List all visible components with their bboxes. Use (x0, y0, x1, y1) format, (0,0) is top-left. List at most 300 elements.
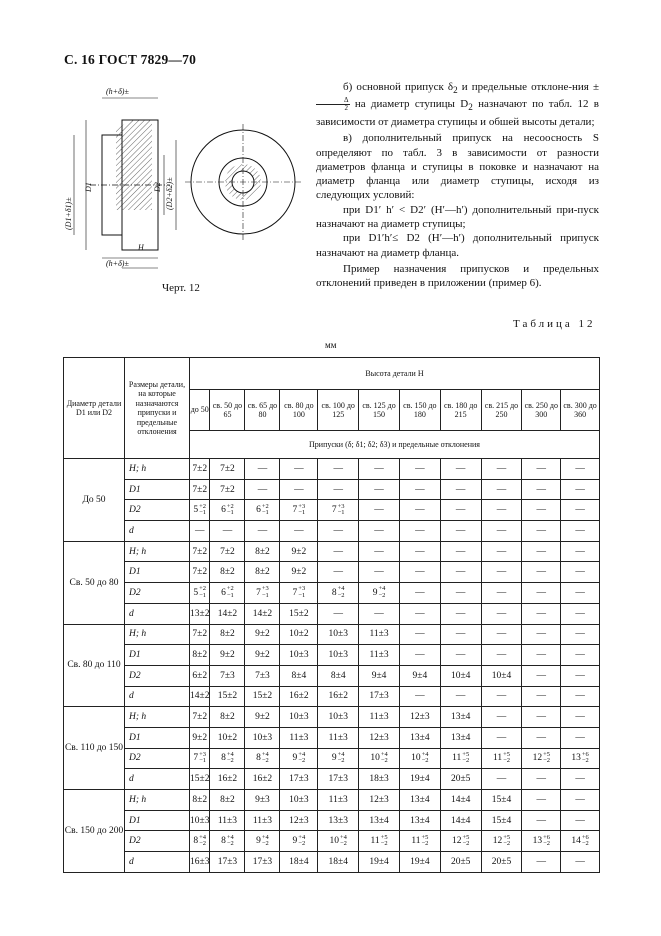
value-cell: — (440, 645, 481, 666)
value-cell: — (359, 521, 400, 542)
value-cell: 9±2 (245, 624, 280, 645)
value-cell: — (399, 624, 440, 645)
value-cell: — (522, 500, 561, 521)
value-cell: — (440, 479, 481, 500)
table-row (64, 479, 600, 500)
value-cell: 11±3 (359, 645, 400, 666)
value-cell: 8±4 (318, 665, 359, 686)
value-cell: — (522, 562, 561, 583)
page-header: С. 16 ГОСТ 7829—70 (64, 52, 197, 67)
value-cell: — (561, 624, 600, 645)
table-row (64, 603, 600, 624)
table-row (64, 686, 600, 707)
dim-right-inner-label: D2 (153, 182, 162, 192)
value-cell: — (440, 603, 481, 624)
height-range-5: св. 125 до 150 (359, 390, 400, 431)
value-cell: 11±3 (210, 810, 245, 831)
table-row (64, 665, 600, 686)
value-cell: 14±2 (210, 603, 245, 624)
value-cell: 10±3 (280, 645, 318, 666)
value-cell: 16±2 (245, 769, 280, 790)
height-range-0: до 50 (190, 390, 210, 431)
value-cell: 16±3 (190, 852, 210, 873)
value-cell: 10±2 (210, 727, 245, 748)
value-cell: 15±4 (481, 810, 522, 831)
table-row (64, 769, 600, 790)
value-cell: — (399, 541, 440, 562)
value-cell: — (481, 707, 522, 728)
value-cell: — (399, 645, 440, 666)
value-cell: — (561, 727, 600, 748)
value-cell: 9 +4 −2 (359, 583, 400, 604)
value-cell: 9±2 (210, 645, 245, 666)
value-cell: 9 +4 −2 (245, 831, 280, 852)
value-cell: 7±2 (190, 479, 210, 500)
table-row (64, 831, 600, 852)
table-row (64, 541, 600, 562)
allowance-header: Припуски (δ; δ1; δ2; δ3) и предельные отклонения (190, 430, 600, 458)
value-cell: — (440, 521, 481, 542)
value-cell: 5 +2 −1 (190, 583, 210, 604)
value-cell: 7±2 (210, 479, 245, 500)
value-cell: 12±3 (359, 727, 400, 748)
value-cell: 9±2 (280, 541, 318, 562)
value-cell: 13 +6 −2 (561, 748, 600, 769)
figure-caption: Черт. 12 (162, 282, 200, 294)
value-cell: 7±2 (190, 459, 210, 480)
value-cell: — (440, 500, 481, 521)
value-cell: 8±2 (210, 624, 245, 645)
value-cell: 18±4 (318, 852, 359, 873)
value-cell: — (399, 686, 440, 707)
value-cell: 7 +3 −1 (245, 583, 280, 604)
dimension-cell: D1 (125, 810, 190, 831)
dimension-cell: H; h (125, 707, 190, 728)
dimension-cell: H; h (125, 624, 190, 645)
value-cell: — (318, 459, 359, 480)
value-cell: 8 +4 −2 (245, 748, 280, 769)
value-cell: 7±3 (210, 665, 245, 686)
value-cell: — (245, 459, 280, 480)
value-cell: — (359, 603, 400, 624)
table-row (64, 645, 600, 666)
value-cell: 11±3 (318, 790, 359, 811)
table-title: Таблица 12 (513, 318, 596, 330)
value-cell: 17±3 (245, 852, 280, 873)
value-cell: — (522, 603, 561, 624)
dimension-cell: D2 (125, 748, 190, 769)
value-cell: 14±2 (245, 603, 280, 624)
dimension-cell: D1 (125, 727, 190, 748)
value-cell: 8 +4 −2 (210, 831, 245, 852)
paragraph-example: Пример назначения припусков и предельных отклонений приведен в приложении (пример 6). (316, 262, 599, 290)
value-cell: — (481, 541, 522, 562)
value-cell: — (522, 686, 561, 707)
table-row (64, 748, 600, 769)
table-row (64, 707, 600, 728)
value-cell: — (481, 562, 522, 583)
table-unit: мм (325, 340, 337, 350)
value-cell: 13 +6 −2 (522, 831, 561, 852)
value-cell: — (561, 645, 600, 666)
value-cell: 15±2 (245, 686, 280, 707)
body-text (316, 80, 599, 291)
value-cell: 9 +4 −2 (280, 748, 318, 769)
value-cell: — (561, 665, 600, 686)
value-cell: — (245, 479, 280, 500)
value-cell: 18±3 (359, 769, 400, 790)
value-cell: — (561, 852, 600, 873)
height-range-4: св. 100 до 125 (318, 390, 359, 431)
value-cell: — (522, 541, 561, 562)
value-cell: — (561, 769, 600, 790)
value-cell: — (359, 500, 400, 521)
front-view (185, 124, 301, 240)
value-cell: 17±3 (280, 769, 318, 790)
diameter-cell: Св. 80 до 110 (64, 624, 125, 707)
value-cell: 9±2 (280, 562, 318, 583)
value-cell: 8±2 (210, 707, 245, 728)
value-cell: — (481, 459, 522, 480)
value-cell: 19±4 (399, 852, 440, 873)
value-cell: — (481, 603, 522, 624)
value-cell: 7 +3 −1 (190, 748, 210, 769)
value-cell: 20±5 (440, 769, 481, 790)
value-cell: 7±2 (210, 541, 245, 562)
diameter-cell: Св. 110 до 150 (64, 707, 125, 790)
value-cell: — (359, 459, 400, 480)
value-cell: 10±3 (318, 707, 359, 728)
value-cell: — (522, 479, 561, 500)
value-cell: — (522, 583, 561, 604)
dim-top-label: (h+δ)± (106, 87, 129, 96)
value-cell: 19±4 (399, 769, 440, 790)
table-row (64, 852, 600, 873)
value-cell: 10 +4 −2 (359, 748, 400, 769)
dim-left-outer-label: (D1+δ1)± (64, 197, 73, 230)
value-cell: 11±3 (280, 727, 318, 748)
value-cell: 10 +4 −2 (399, 748, 440, 769)
dim-right-outer-label: (D2+δ2)± (165, 177, 174, 210)
table-row (64, 727, 600, 748)
value-cell: 14±4 (440, 810, 481, 831)
value-cell: 12 +5 −2 (481, 831, 522, 852)
value-cell: — (359, 541, 400, 562)
value-cell: 8±2 (190, 790, 210, 811)
dim-left-inner-label: D1 (84, 182, 93, 192)
value-cell: 5 +2 −1 (190, 500, 210, 521)
value-cell: 13±4 (399, 810, 440, 831)
value-cell: — (481, 479, 522, 500)
header-row-1 (64, 358, 600, 390)
value-cell: — (481, 686, 522, 707)
dim-bottom-label: (h+δ)± (106, 259, 129, 268)
value-cell: — (561, 583, 600, 604)
paragraph-v: в) дополнительный припуск на несоосность S определяют по табл. 3 в зависимости от разности диаметров фланца и ступицы в поковке и назначают на диаметр фланца или диаметр ступицы, исходя из следующих условий: (316, 132, 599, 202)
value-cell: 8±2 (210, 562, 245, 583)
value-cell: 20±5 (481, 852, 522, 873)
value-cell: 7 +3 −1 (318, 500, 359, 521)
height-range-8: св. 215 до 250 (481, 390, 522, 431)
value-cell: — (245, 521, 280, 542)
height-range-1: св. 50 до 65 (210, 390, 245, 431)
diameter-header: Диаметр детали D1 или D2 (64, 358, 125, 459)
table-row (64, 521, 600, 542)
value-cell: 11 +5 −2 (399, 831, 440, 852)
dimension-cell: d (125, 603, 190, 624)
dimension-cell: D1 (125, 645, 190, 666)
dimension-cell: d (125, 521, 190, 542)
dimension-cell: D1 (125, 562, 190, 583)
technical-drawing (60, 80, 310, 275)
value-cell: 10±2 (280, 624, 318, 645)
value-cell: 13±4 (440, 707, 481, 728)
dimension-cell: D2 (125, 665, 190, 686)
dimension-cell: D2 (125, 500, 190, 521)
value-cell: — (440, 459, 481, 480)
diameter-cell: Св. 50 до 80 (64, 541, 125, 624)
value-cell: 15±2 (190, 769, 210, 790)
value-cell: 11±3 (318, 727, 359, 748)
value-cell: 20±5 (440, 852, 481, 873)
value-cell: — (318, 479, 359, 500)
value-cell: 19±4 (359, 852, 400, 873)
value-cell: 10±4 (481, 665, 522, 686)
value-cell: — (522, 459, 561, 480)
value-cell: — (561, 603, 600, 624)
value-cell: 10±3 (280, 790, 318, 811)
value-cell: — (522, 645, 561, 666)
value-cell: 8 +4 −2 (210, 748, 245, 769)
dimension-cell: d (125, 769, 190, 790)
value-cell: 16±2 (318, 686, 359, 707)
value-cell: 6 +2 −1 (210, 500, 245, 521)
value-cell: 8±2 (210, 790, 245, 811)
value-cell: — (522, 769, 561, 790)
value-cell: 13±4 (440, 727, 481, 748)
value-cell: 7±2 (190, 562, 210, 583)
value-cell: — (440, 541, 481, 562)
value-cell: — (399, 459, 440, 480)
value-cell: 12±3 (280, 810, 318, 831)
value-cell: — (522, 521, 561, 542)
value-cell: — (561, 562, 600, 583)
value-cell: — (318, 562, 359, 583)
value-cell: 10±3 (318, 624, 359, 645)
value-cell: 8±2 (245, 562, 280, 583)
value-cell: 9±2 (245, 645, 280, 666)
value-cell: 17±3 (318, 769, 359, 790)
value-cell: 15±2 (280, 603, 318, 624)
value-cell: 7 +3 −1 (280, 583, 318, 604)
dim-h-label: H (138, 243, 144, 252)
value-cell: — (561, 521, 600, 542)
value-cell: 11 +5 −2 (481, 748, 522, 769)
value-cell: — (399, 479, 440, 500)
value-cell: — (481, 645, 522, 666)
value-cell: — (522, 707, 561, 728)
dimension-cell: D2 (125, 831, 190, 852)
value-cell: 6 +2 −1 (245, 500, 280, 521)
value-cell: 7±2 (210, 459, 245, 480)
value-cell: — (522, 852, 561, 873)
value-cell: 13±4 (399, 790, 440, 811)
table-row (64, 459, 600, 480)
value-cell: 9 +4 −2 (280, 831, 318, 852)
value-cell: 9±4 (359, 665, 400, 686)
dimension-cell: d (125, 686, 190, 707)
value-cell: — (561, 686, 600, 707)
value-cell: 6±2 (190, 665, 210, 686)
value-cell: 13±2 (190, 603, 210, 624)
value-cell: 7±2 (190, 624, 210, 645)
value-cell: — (561, 479, 600, 500)
value-cell: — (399, 562, 440, 583)
value-cell: — (522, 790, 561, 811)
height-range-3: св. 80 до 100 (280, 390, 318, 431)
value-cell: 8 +4 −2 (318, 583, 359, 604)
value-cell: 13±3 (318, 810, 359, 831)
value-cell: — (522, 624, 561, 645)
diameter-cell: До 50 (64, 459, 125, 542)
value-cell: — (280, 479, 318, 500)
value-cell: — (522, 810, 561, 831)
dimension-cell: D1 (125, 479, 190, 500)
paragraph-b: б) основной припуск $\delta_2$ и предельные отклоне-ния ± $\frac{\Delta}{2}$ на диаметр ступицы $D_2$ назначают по табл. 12 в зависимости от диаметра ступицы и обшей высоты детали; (316, 81, 599, 128)
value-cell: 10±3 (318, 645, 359, 666)
value-cell: 10 +4 −2 (318, 831, 359, 852)
value-cell: — (318, 521, 359, 542)
value-cell: 14 +6 −2 (561, 831, 600, 852)
value-cell: — (318, 541, 359, 562)
dimension-cell: H; h (125, 541, 190, 562)
value-cell: — (481, 624, 522, 645)
height-range-9: св. 250 до 300 (522, 390, 561, 431)
dimension-cell: d (125, 852, 190, 873)
value-cell: 7 +3 −1 (280, 500, 318, 521)
value-cell: 7±2 (190, 541, 210, 562)
value-cell: 10±3 (190, 810, 210, 831)
value-cell: — (440, 686, 481, 707)
dimension-cell: D2 (125, 583, 190, 604)
value-cell: 8±2 (190, 645, 210, 666)
value-cell: — (359, 562, 400, 583)
height-range-6: св. 150 до 180 (399, 390, 440, 431)
value-cell: — (481, 583, 522, 604)
value-cell: — (399, 521, 440, 542)
value-cell: — (399, 603, 440, 624)
value-cell: — (481, 769, 522, 790)
value-cell: — (359, 479, 400, 500)
value-cell: 9±3 (245, 790, 280, 811)
table-row (64, 810, 600, 831)
value-cell: 11±3 (245, 810, 280, 831)
value-cell: 14±4 (440, 790, 481, 811)
value-cell: — (280, 459, 318, 480)
value-cell: 13±4 (359, 810, 400, 831)
value-cell: 15±4 (481, 790, 522, 811)
table-row (64, 583, 600, 604)
value-cell: 17±3 (210, 852, 245, 873)
value-cell: 18±4 (280, 852, 318, 873)
value-cell: 9±4 (399, 665, 440, 686)
value-cell: — (561, 810, 600, 831)
value-cell: 15±2 (210, 686, 245, 707)
value-cell: — (190, 521, 210, 542)
value-cell: — (561, 707, 600, 728)
value-cell: 12±3 (399, 707, 440, 728)
value-cell: 8±2 (245, 541, 280, 562)
value-cell: — (318, 603, 359, 624)
value-cell: — (481, 727, 522, 748)
value-cell: 11 +5 −2 (440, 748, 481, 769)
height-header: Высота детали H (190, 358, 600, 390)
value-cell: 7±3 (245, 665, 280, 686)
value-cell: — (399, 500, 440, 521)
value-cell: — (481, 500, 522, 521)
value-cell: 12 +5 −2 (440, 831, 481, 852)
value-cell: 8 +4 −2 (190, 831, 210, 852)
allowance-table (63, 357, 600, 873)
value-cell: 7±2 (190, 707, 210, 728)
value-cell: 6 +2 −1 (210, 583, 245, 604)
value-cell: 11 +5 −2 (359, 831, 400, 852)
value-cell: 16±2 (280, 686, 318, 707)
value-cell: 16±2 (210, 769, 245, 790)
height-range-10: св. 300 до 360 (561, 390, 600, 431)
dimension-cell: H; h (125, 459, 190, 480)
value-cell: — (440, 562, 481, 583)
value-cell: 9±2 (190, 727, 210, 748)
value-cell: 14±2 (190, 686, 210, 707)
value-cell: 9±2 (245, 707, 280, 728)
table-row (64, 500, 600, 521)
value-cell: — (522, 665, 561, 686)
value-cell: — (561, 790, 600, 811)
value-cell: 11±3 (359, 624, 400, 645)
value-cell: 11±3 (359, 707, 400, 728)
dimension-cell: H; h (125, 790, 190, 811)
value-cell: — (481, 521, 522, 542)
value-cell: — (280, 521, 318, 542)
value-cell: 10±3 (245, 727, 280, 748)
value-cell: — (561, 459, 600, 480)
table-row (64, 562, 600, 583)
table-row (64, 624, 600, 645)
value-cell: — (440, 624, 481, 645)
value-cell: — (399, 583, 440, 604)
value-cell: — (561, 541, 600, 562)
value-cell: — (210, 521, 245, 542)
value-cell: 10±3 (280, 707, 318, 728)
value-cell: 9 +4 −2 (318, 748, 359, 769)
dimension-header: Размеры детали, на которые назначаются припуски и предельные отклонения (125, 358, 190, 459)
height-range-2: св. 65 до 80 (245, 390, 280, 431)
value-cell: — (440, 583, 481, 604)
value-cell: — (522, 727, 561, 748)
value-cell: 8±4 (280, 665, 318, 686)
value-cell: 12 +5 −2 (522, 748, 561, 769)
paragraph-cond1: при D1′ h′ < D2′ (H′—h′) дополнительный при-пуск назначают на диаметр ступицы; (316, 203, 599, 231)
diameter-cell: Св. 150 до 200 (64, 790, 125, 873)
paragraph-cond2: при D1′h′≤ D2 (H′—h′) дополнительный припуск назначают на диаметр фланца. (316, 232, 599, 259)
value-cell: 13±4 (399, 727, 440, 748)
value-cell: 12±3 (359, 790, 400, 811)
table-row (64, 790, 600, 811)
value-cell: — (561, 500, 600, 521)
value-cell: 17±3 (359, 686, 400, 707)
height-range-7: св. 180 до 215 (440, 390, 481, 431)
